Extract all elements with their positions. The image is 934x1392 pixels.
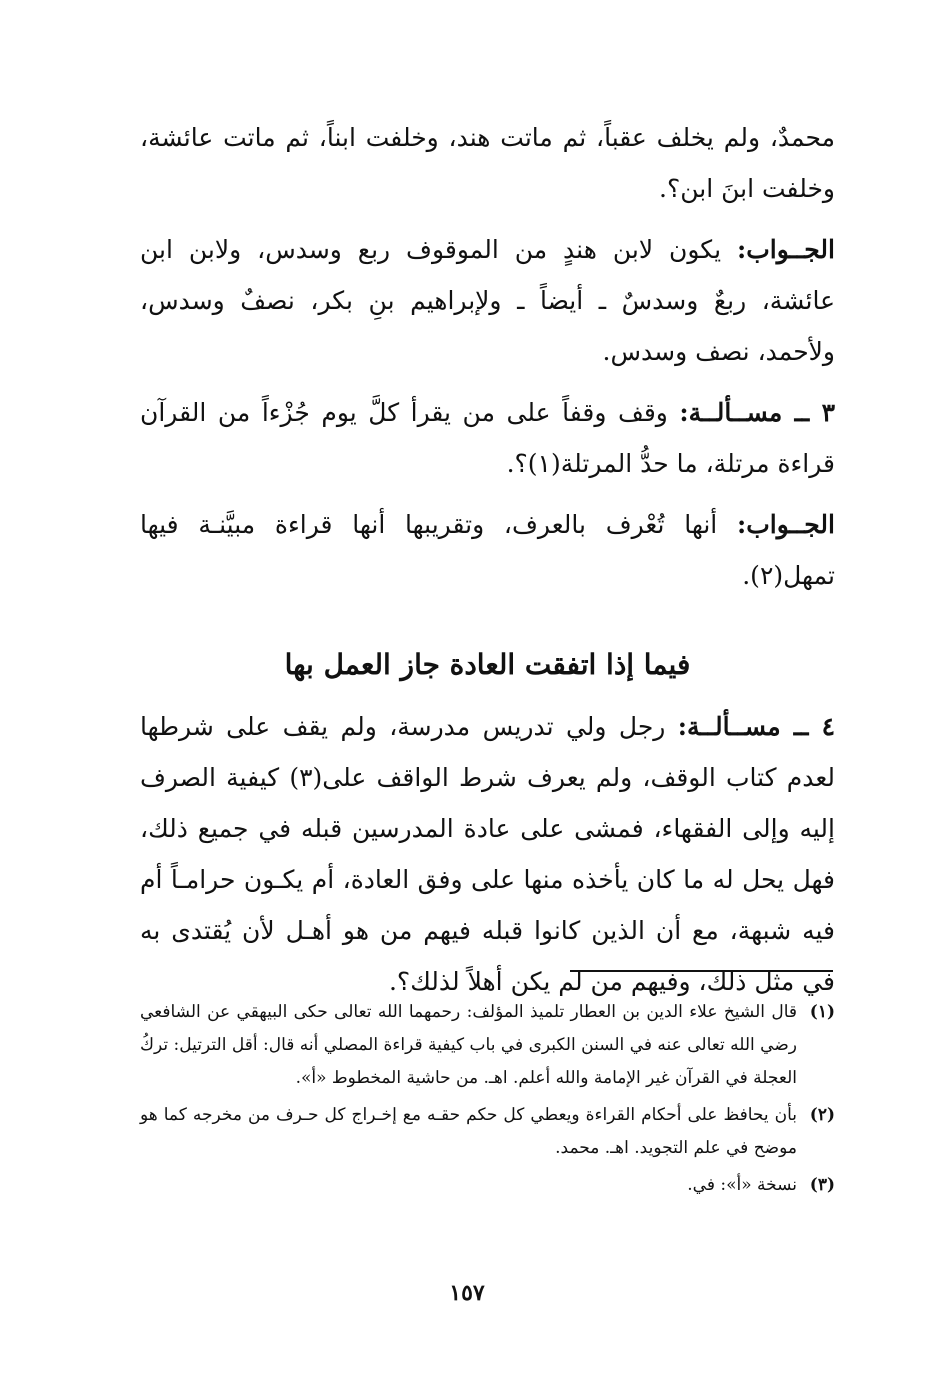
paragraph-continuation [140, 112, 835, 214]
footnote-item [140, 996, 835, 1095]
paragraph-question-3 [140, 387, 835, 489]
footnote-text: بأن يحافظ على أحكام القراءة ويعطي كل حكم حقـه مع إخـراج كل حـرف من مخرجه كما هو موضح في علم التجويد. اهـ. محمد. [140, 1105, 797, 1158]
section-heading: فيما إذا اتفقت العادة جاز العمل بها [284, 648, 691, 681]
question-label: ٣ ــ مســألــة: [679, 398, 835, 427]
footnote-number: (١) [809, 1002, 835, 1022]
paragraph-text: محمدٌ، ولم يخلف عقباً، ثم ماتت هند، وخلفت ابناً، ثم ماتت عائشة، وخلفت ابنَ ابن؟. [140, 123, 835, 203]
footnote-item [140, 1099, 835, 1165]
paragraph-question-4 [140, 701, 835, 1007]
paragraph-answer-1 [140, 224, 835, 377]
answer-text: يكون لابن هندٍ من الموقوف ربع وسدس، ولابن ابن عائشة، ربعٌ وسدسٌ ـ أيضاً ـ ولإبراهيم بنِ بكر، نصفٌ وسدس، ولأحمد، نصف وسدس. [140, 235, 835, 366]
page-number: ١٥٧ [449, 1280, 485, 1306]
footnote-number: (٢) [809, 1105, 835, 1125]
footnote-separator [570, 970, 833, 972]
footnote-number: (٣) [809, 1175, 835, 1195]
question-text: رجل ولي تدريس مدرسة، ولم يقف على شرطها لعدم كتاب الوقف، ولم يعرف شرط الواقف على(٣) كيفية الصرف إليه وإلى الفقهاء، فمشى على عادة المدرسين قبله في جميع ذلك، فهل يحل له ما كان يأخذه منها على وفق العادة، أم يكـون حرامـاً أم فيه شبهة، مع أن الذين كانوا قبله فيهم من هو أهـل لأن يُقتدى به في مثل ذلك، وفيهم من لم يكن أهلاً لذلك؟. [140, 712, 835, 996]
answer-label: الجــواب: [737, 510, 835, 539]
answer-label: الجــواب: [737, 235, 835, 264]
answer-text: أنها تُعْرف بالعرف، وتقريبها أنها قراءة مبيَّنـة فيها تمهل(٢). [140, 510, 835, 590]
page-body [140, 112, 835, 1017]
footnotes [140, 996, 835, 1206]
footnote-item [140, 1169, 835, 1202]
question-text: وقف وقفاً على من يقرأ كلَّ يوم جُزْءاً من القرآن قراءة مرتلة، ما حدُّ المرتلة(١)؟. [140, 398, 835, 478]
paragraph-answer-3 [140, 499, 835, 601]
footnote-text: نسخة «أ»: في. [687, 1175, 797, 1195]
footnote-text: قال الشيخ علاء الدين بن العطار تلميذ المؤلف: رحمهما الله تعالى حكى البيهقي عن الشافعي رضي الله تعالى عنه في السنن الكبرى في باب كيفية قراءة المصلي أنه قال: أقل الترتيل: تركُ العجلة في القرآن غير الإمامة والله أعلم. اهـ. من حاشية المخطوط «أ». [140, 1002, 797, 1088]
question-label: ٤ ــ مســألــة: [677, 712, 835, 741]
